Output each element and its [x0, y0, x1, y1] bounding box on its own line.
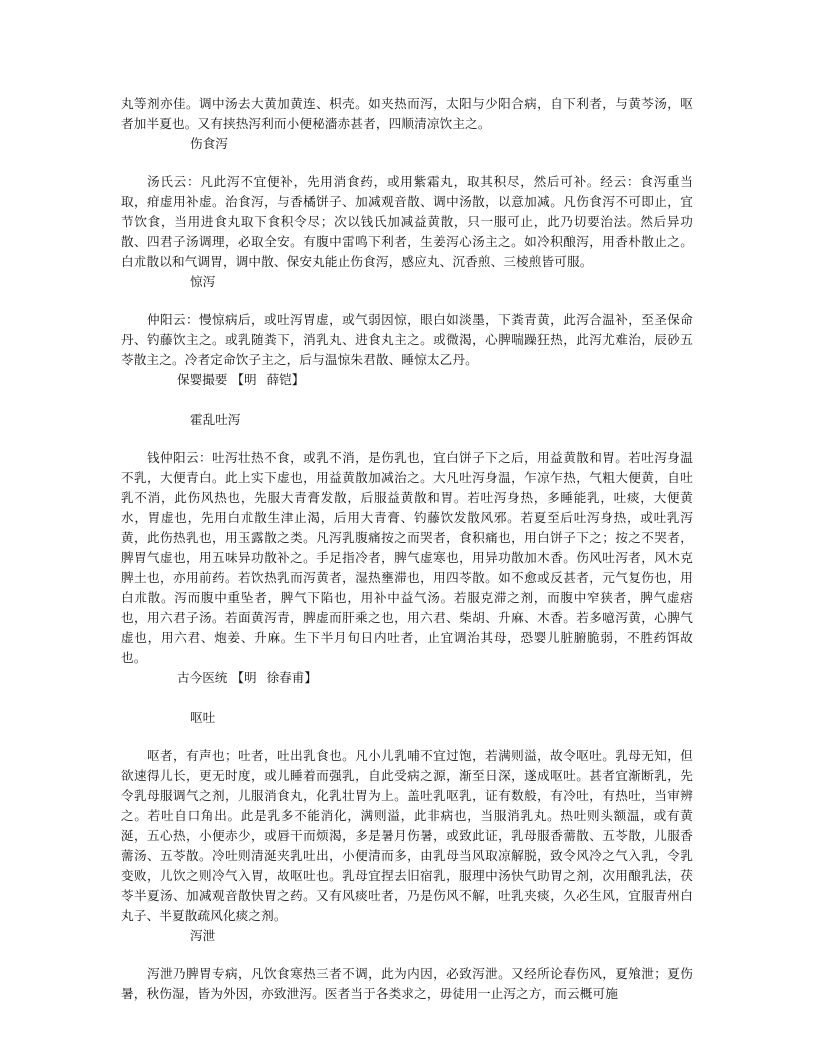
paragraph-shang-shi-xie: 汤氏云：凡此泻不宜便补，先用消食药，或用紫霜丸，取其积尽，然后可补。经云：食泻重当取，疳虚用补虚。治食泻，与香橘饼子、加减观音散、调中汤散，以意加减。凡伤食泻不可即止，宜节饮食，当用进食丸取下食积令尽；次以钱氏加减益黄散，只一服可止，此乃切要治法。然后异功散、四君子汤调理，必取全安。有腹中雷鸣下利者，生姜泻心汤主之。如冷积酿泻，用香朴散止之。白朮散以和气调胃，调中散、保安丸能止伤食泻，感应丸、沉香煎、三棱煎皆可服。: [121, 174, 693, 269]
source-author: 薛铠】: [266, 372, 305, 387]
source-title: 保婴撮要: [177, 372, 228, 387]
source-dynasty: 【明: [231, 372, 257, 387]
spacer: [121, 430, 693, 448]
section-heading-ou-tu: 呕吐: [190, 710, 216, 725]
spacer: [121, 292, 693, 310]
section-heading-xie-xie: 泻泄: [190, 928, 216, 943]
spacer: [121, 154, 693, 172]
paragraph-huo-luan-tu-xie: 钱仲阳云：吐泻壮热不食，或乳不消，是伤乳也，宜白饼子下之后，用益黄散和胃。若吐泻身温不乳，大便青白。此上实下虚也，用益黄散加减治之。大凡吐泻身温，乍凉乍热，气粗大便黄，自吐乳不消，此伤风热也，先服大青膏发散，后服益黄散和胃。若吐泻身热，多睡能乳，吐痰，大便黄水，胃虚也，先用白朮散生津止渴，后用大青膏、钓藤饮发散风邪。若夏至后吐泻身热，或吐乳泻黄，此伤热乳也，用玉露散之类。凡泻乳腹痛按之而哭者，食积痛也，用白饼子下之；按之不哭者，脾胃气虚也，用五味异功散补之。手足指冷者，脾气虚寒也，用异功散加木香。伤风吐泻者，风木克脾土也，亦用前药。若饮热乳而泻黄者，湿热壅滞也，用四苓散。如不愈或反甚者，元气复伤也，用白朮散。泻而腹中重坠者，脾气下陷也，用补中益气汤。若服克滞之剂，而腹中窄狭者，脾气虚痞也，用六君子汤。若面黄泻青，脾虚而肝乘之也，用六君、柴胡、升麻、木香。若多噫泻黄，心脾气虚也，用六君、炮姜、升麻。生下半月旬日内吐者，止宜调治其母，恐婴儿脏腑脆弱，不胜药饵故也。: [121, 450, 693, 665]
paragraph-continuation: 丸等剂亦佳。调中汤去大黄加黄连、枳壳。如夹热而泻，太阳与少阳合病，自下利者，与黄芩汤，呕者加半夏也。又有挟热泻利而小便秘濇赤甚者，四顺清凉饮主之。: [121, 96, 693, 131]
source-title: 古今医统: [177, 670, 228, 685]
text-column: [121, 94, 693, 1004]
spacer: [121, 688, 693, 708]
source-line-gu-jin-yi-tong: [121, 668, 693, 688]
source-line-bao-ying-cuo-yao: [121, 370, 693, 390]
section-heading-jing-xie: 惊泻: [190, 274, 216, 289]
source-author: 徐春甫】: [266, 670, 317, 685]
spacer: [121, 728, 693, 746]
section-heading-shang-shi-xie: 伤食泻: [190, 136, 228, 151]
spacer: [121, 946, 693, 964]
paragraph-xie-xie: 泻泄乃脾胃专病，凡饮食寒热三者不调，此为内因，必致泻泄。又经所论春伤风，夏飧泄；夏伤暑，秋伤湿，皆为外因，亦致泄泻。医者当于各类求之，毋徒用一止泻之方，而云概可施: [121, 966, 693, 1001]
section-heading-huo-luan-tu-xie: 霍乱吐泻: [190, 412, 241, 427]
paragraph-jing-xie: 仲阳云：慢惊病后，或吐泻胃虚，或气弱因惊，眼白如淡墨，下粪青黄，此泻合温补，至圣保命丹、钓藤饮主之。或乳随粪下，消乳丸、进食丸主之。或微渴，心脾喘躁狂热，此泻尤难治，辰砂五苓散主之。冷者定命饮子主之，后与温惊朱君散、睡惊太乙丹。: [121, 312, 693, 367]
spacer: [121, 390, 693, 410]
paragraph-ou-tu: 呕者，有声也；吐者，吐出乳食也。凡小儿乳哺不宜过饱，若满则溢，故令呕吐。乳母无知，但欲速得儿长，更无时度，或儿睡着而强乳，自此受病之源，渐至日深，遂成呕吐。甚者宜渐断乳，先令乳母服调气之剂，儿服消食丸，化乳壮胃为上。盖吐乳呕乳，证有数般，有冷吐，有热吐，当审辨之。若吐自口角出。此是乳多不能消化，满则溢，此非病也，当服消乳丸。热吐则头额温，或有黄涎，五心热，小便赤少，或唇干而烦渴，多是暑月伤暑，或致此证，乳母服香薷散、五苓散，儿服香薷汤、五苓散。冷吐则清涎夹乳吐出，小便清而多，由乳母当风取凉解脱，致令风冷之气入乳，令乳变败，儿饮之则冷气入胃，故呕吐也。乳母宜捏去旧宿乳，服理中汤快气助胃之剂，次用酿乳法，茯苓半夏汤、加减观音散快胃之药。又有风痰吐者，乃是伤风不解，吐乳夹痰，久必生风，宜服青州白丸子、半夏散疏风化痰之剂。: [121, 748, 693, 923]
source-dynasty: 【明: [231, 670, 257, 685]
